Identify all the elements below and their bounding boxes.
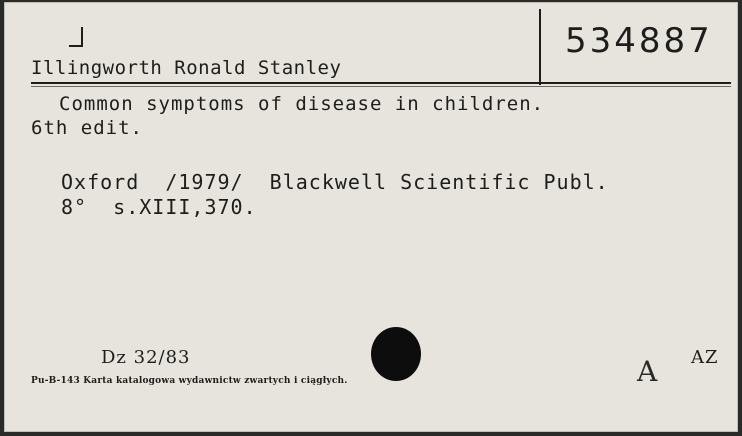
shelf-signature: Dz 32/83	[101, 347, 191, 368]
publication-line-2: 8° s.XIII,370.	[61, 195, 257, 219]
header-divider-vertical	[539, 9, 541, 85]
title-line-1: Common symptoms of disease in children.	[59, 93, 545, 115]
publication-line-1: Oxford /1979/ Blackwell Scientific Publ.	[61, 170, 609, 194]
title-line-2: 6th edit.	[31, 117, 143, 139]
header-divider-horizontal	[31, 82, 731, 84]
handwritten-mark: A	[637, 355, 658, 388]
card-footer: Pu-B-143 Karta katalogowa wydawnictw zwartych i ciągłych.	[31, 376, 348, 386]
catalog-card	[4, 2, 738, 432]
collection-code: AZ	[691, 347, 719, 368]
punch-hole	[371, 327, 421, 381]
corner-mark	[69, 27, 83, 47]
author-name: Illingworth Ronald Stanley	[31, 57, 342, 79]
header-divider-thin	[31, 86, 731, 87]
call-number: 534887	[565, 21, 713, 61]
